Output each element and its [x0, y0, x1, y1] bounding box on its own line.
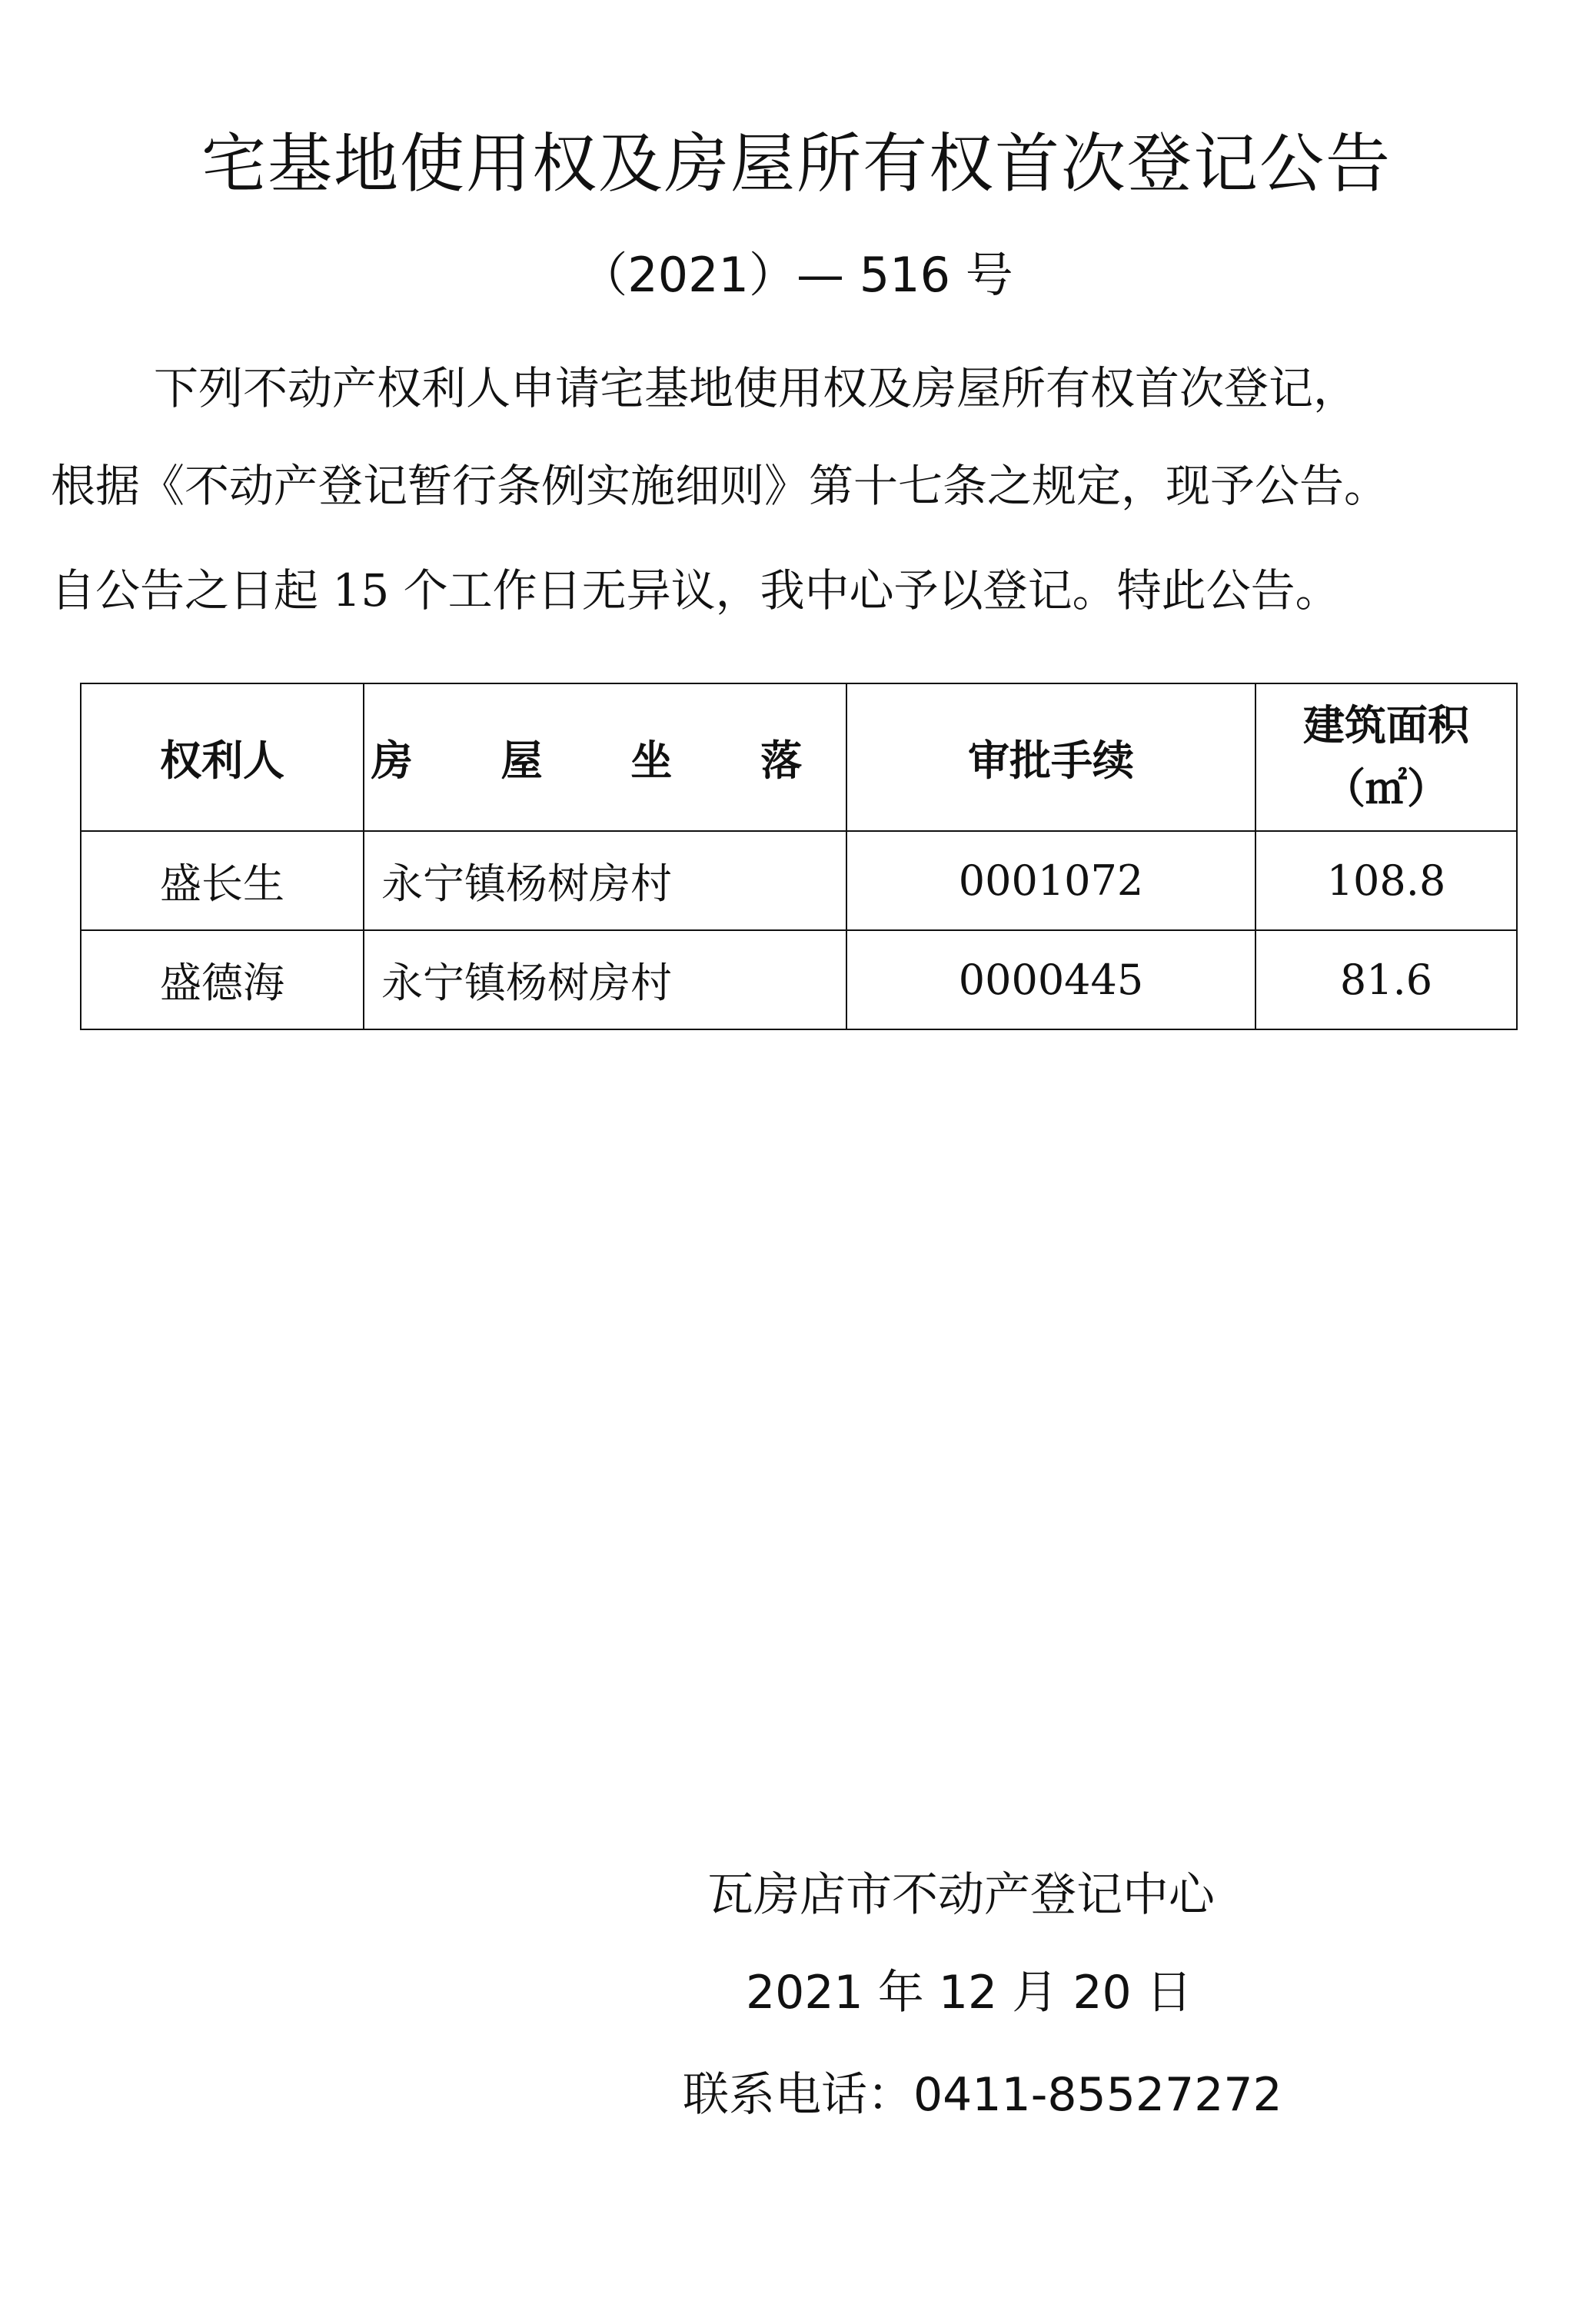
cell-holder: 盛长生: [81, 831, 364, 930]
document-number: （2021）— 516 号: [580, 247, 1013, 303]
header-holder: 权利人: [81, 683, 364, 831]
header-area-label: 建筑面积: [1303, 701, 1469, 750]
cell-approval: 0000445: [846, 930, 1255, 1029]
notice-paragraph-line-3: 自公告之日起 15 个工作日无异议，我中心予以登记。特此公告。: [51, 564, 1340, 617]
table-row: [81, 831, 1517, 930]
cell-approval: 0001072: [846, 831, 1255, 930]
table-row: [81, 930, 1517, 1029]
header-location-label: 房 屋 坐 落: [371, 736, 840, 785]
cell-area: 81.6: [1255, 930, 1517, 1029]
notice-title: 宅基地使用权及房屋所有权首次登记公告: [201, 126, 1392, 201]
cell-holder: 盛德海: [81, 930, 364, 1029]
table-header-row: [81, 683, 1517, 831]
cell-location: 永宁镇杨树房村: [364, 831, 846, 930]
notice-paragraph-line-1: 下列不动产权利人申请宅基地使用权及房屋所有权首次登记，: [154, 362, 1359, 414]
cell-area: 108.8: [1255, 831, 1517, 930]
header-area-unit: （㎡）: [1324, 764, 1448, 813]
cell-location: 永宁镇杨树房村: [364, 930, 846, 1029]
issuing-organization: 瓦房店市不动产登记中心: [707, 1868, 1215, 1922]
notice-paragraph-line-2: 根据《不动产登记暂行条例实施细则》第十七条之规定，现予公告。: [51, 460, 1389, 512]
contact-phone: 联系电话：0411-85527272: [683, 2068, 1282, 2122]
header-area: [1255, 683, 1517, 831]
issue-date: 2021 年 12 月 20 日: [746, 1966, 1192, 2020]
registration-table: [80, 683, 1518, 1030]
header-location: [364, 683, 846, 831]
header-approval: 审批手续: [846, 683, 1255, 831]
